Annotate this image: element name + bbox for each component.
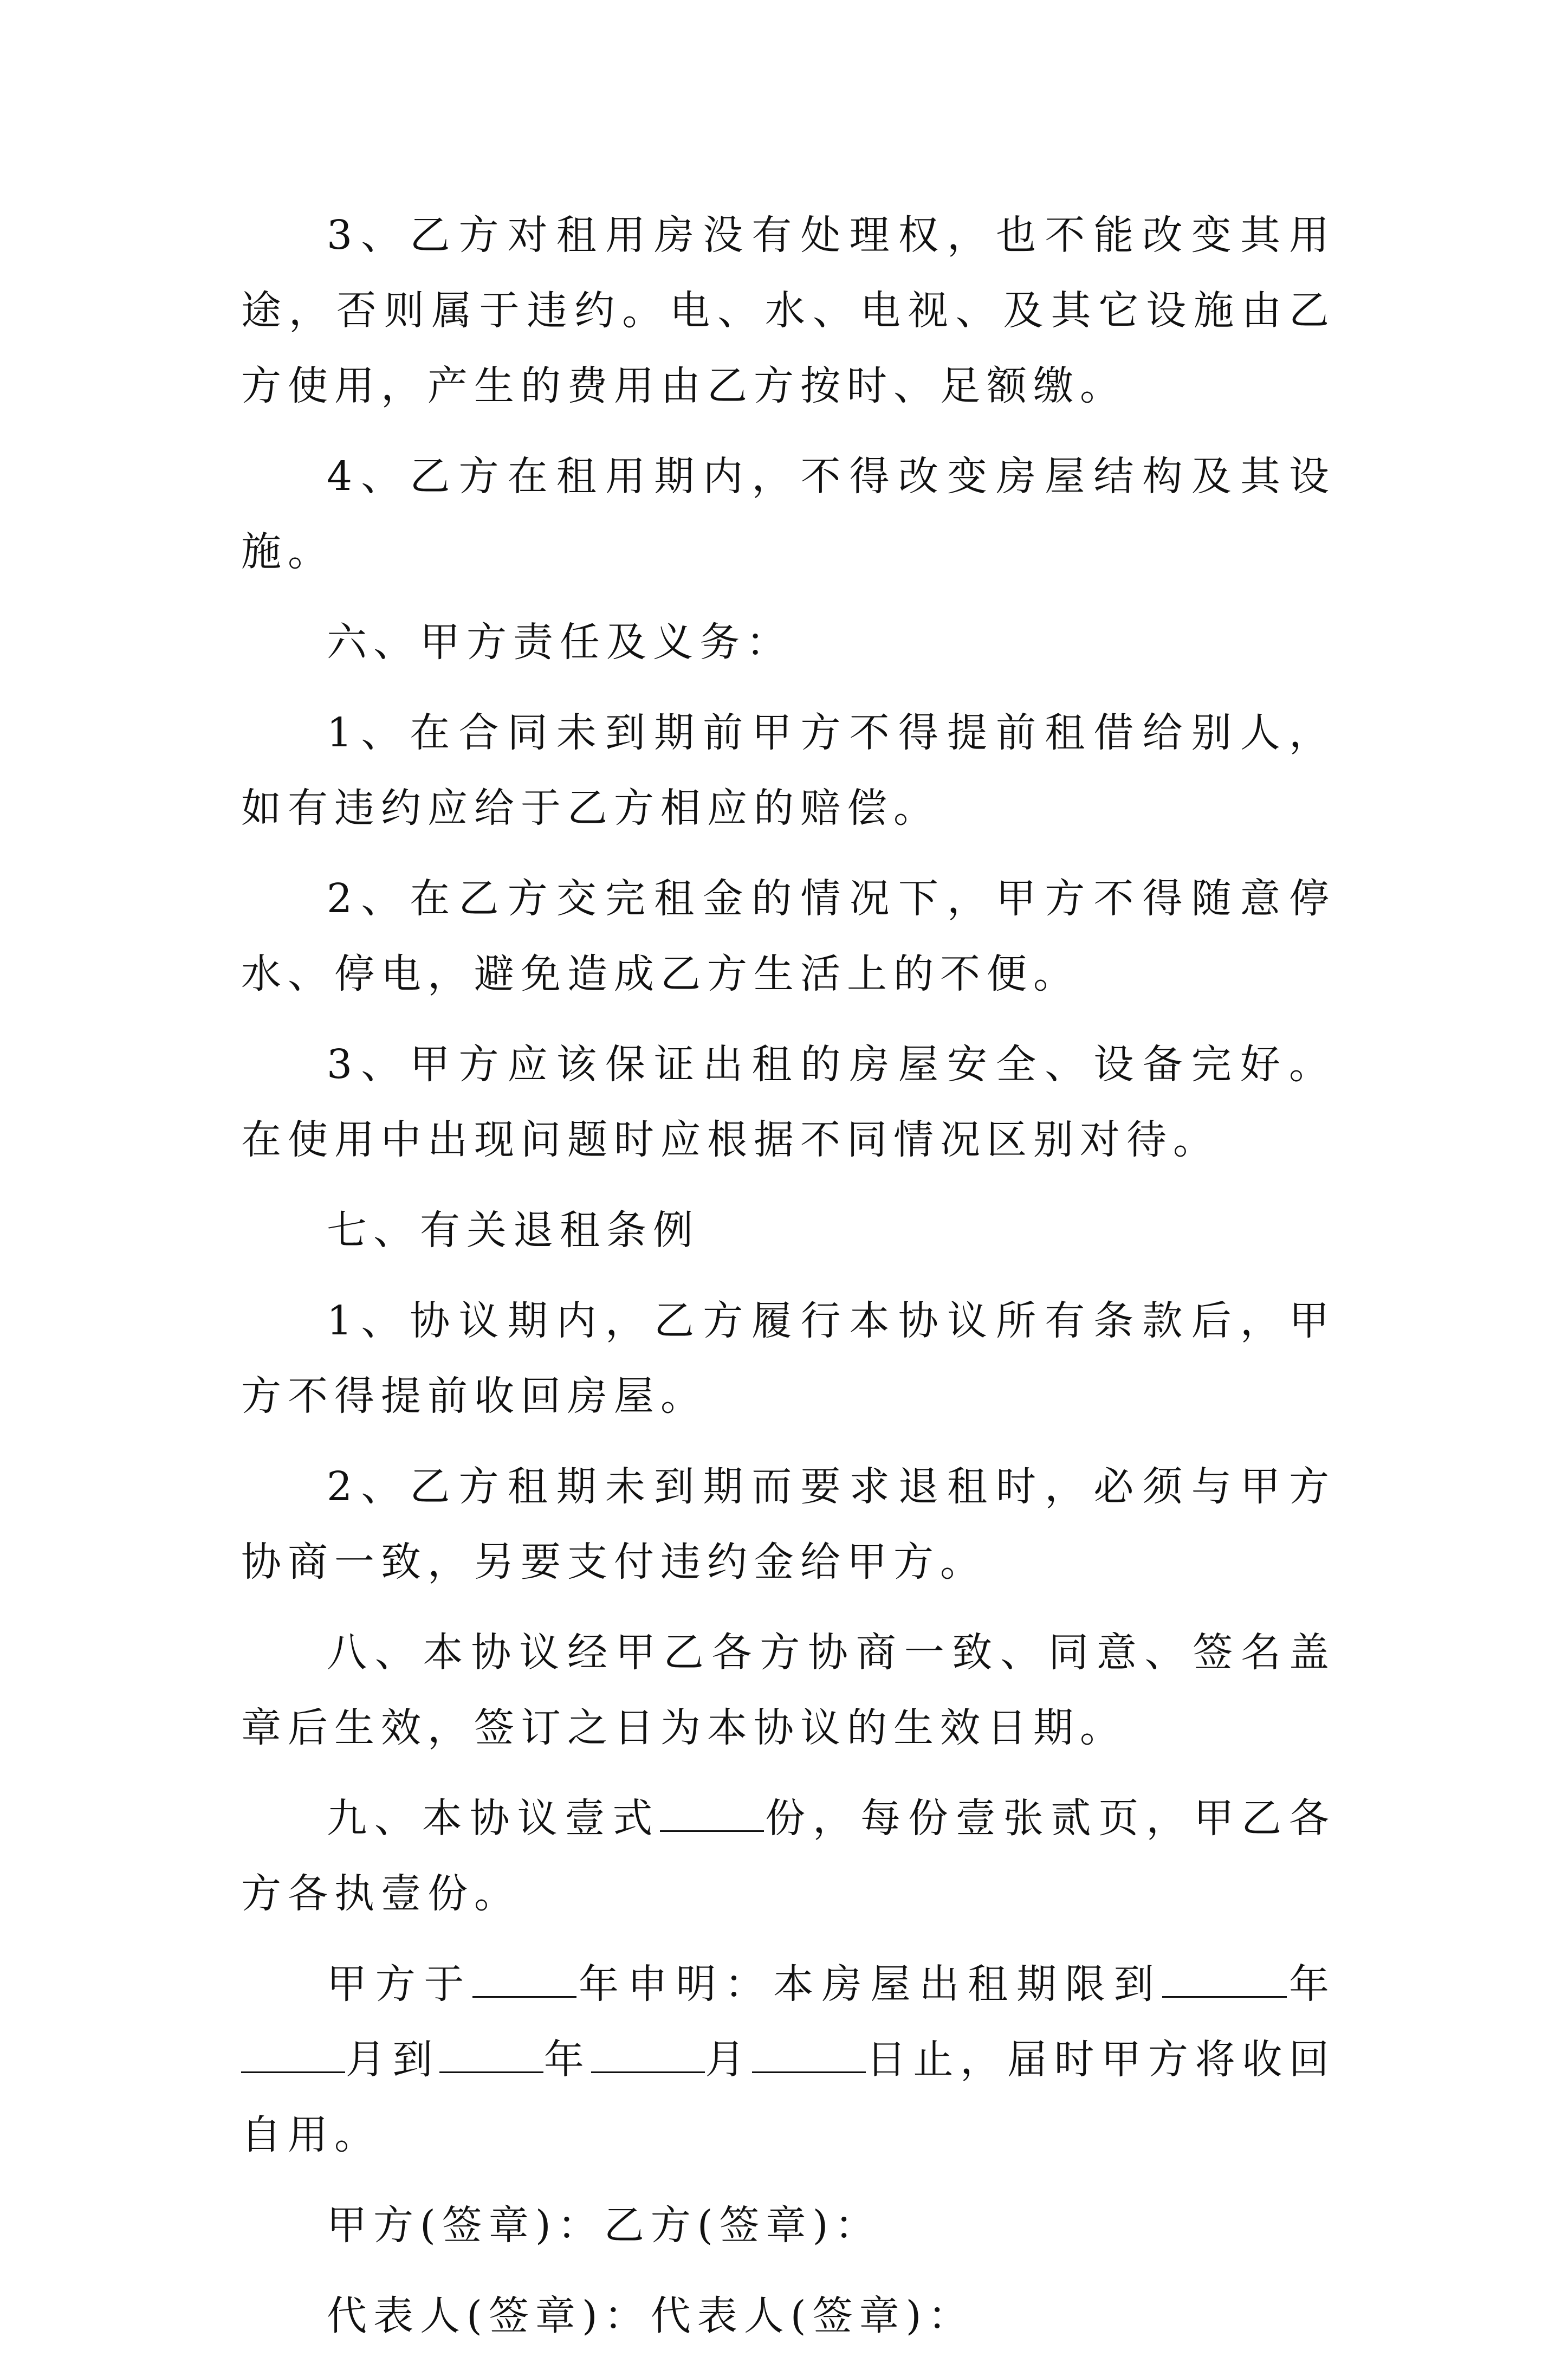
clause-7-2: 2、乙方租期未到期而要求退租时，必须与甲方协商一致，另要支付违约金给甲方。 (241, 1463, 1336, 1585)
declaration-text-6: 月 (704, 2036, 752, 2083)
section-8: 八、本协议经甲乙各方协商一致、同意、签名盖章后生效，签订之日为本协议的生效日期。 (241, 1629, 1336, 1751)
clause-5-4: 4、乙方在租用期内，不得改变房屋结构及其设施。 (241, 453, 1336, 575)
end-month-blank[interactable] (591, 2040, 705, 2073)
clause-6-1: 1、在合同未到期前甲方不得提前租借给别人，如有违约应给于乙方相应的赔偿。 (241, 709, 1336, 831)
lease-declaration (241, 1947, 1336, 2173)
declaration-text-5: 年 (543, 2036, 591, 2083)
end-day-blank[interactable] (752, 2040, 866, 2073)
document-body (241, 198, 1336, 2369)
clause-6-3: 3、甲方应该保证出租的房屋安全、设备完好。在使用中出现问题时应根据不同情况区别对待。 (241, 1041, 1336, 1163)
section-9-text-a: 九、本协议壹式 (327, 1795, 660, 1842)
declare-year-blank[interactable] (472, 1965, 576, 1998)
signature-line-parties: 甲方(签章)：乙方(签章)： (327, 2202, 882, 2249)
declaration-text-7: 日止，届时甲方将收回自用。 (241, 2036, 1336, 2158)
declaration-text-2: 年申明：本房屋出租期限到 (576, 1961, 1163, 2007)
section-9-text-b: 份，每份壹张贰页，甲乙各方各执壹份。 (241, 1795, 1336, 1917)
clause-5-3: 3、乙方对租用房没有处理权，也不能改变其用途，否则属于违约。电、水、电视、及其它设施由乙方使用，产生的费用由乙方按时、足额缴。 (241, 212, 1336, 409)
section-9 (241, 1781, 1336, 1932)
term-month-blank[interactable] (241, 2040, 345, 2073)
declaration-text-4: 月到 (345, 2036, 440, 2083)
clause-7-1: 1、协议期内，乙方履行本协议所有条款后，甲方不得提前收回房屋。 (241, 1298, 1336, 1419)
section-6-heading: 六、甲方责任及义务： (327, 619, 793, 666)
declaration-text-1: 甲方于 (327, 1961, 473, 2007)
section-7-heading: 七、有关退租条例 (327, 1207, 699, 1254)
term-year-blank[interactable] (1162, 1965, 1287, 1998)
clause-6-2: 2、在乙方交完租金的情况下，甲方不得随意停水、停电，避免造成乙方生活上的不便。 (241, 875, 1336, 997)
copies-blank[interactable] (660, 1799, 764, 1832)
declaration-text-3: 年 (1287, 1961, 1336, 2007)
end-year-blank[interactable] (439, 2040, 543, 2073)
signature-line-representatives: 代表人(签章)：代表人(签章)： (327, 2293, 975, 2339)
